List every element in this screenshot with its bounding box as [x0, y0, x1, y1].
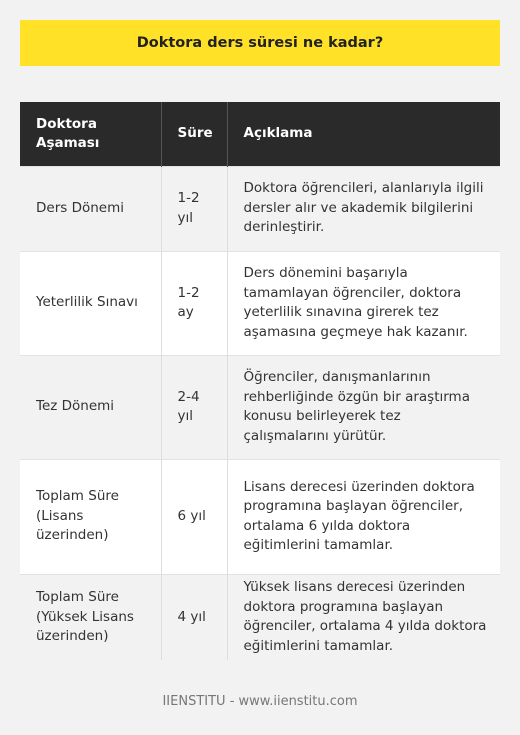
- column-header-phase: Doktora Aşaması: [20, 102, 161, 166]
- description-cell: Doktora öğrencileri, alanlarıyla ilgili dersler alır ve akademik bilgilerini derinleştirir.: [227, 166, 500, 251]
- description-cell: Lisans derecesi üzerinden doktora programına başlayan öğrenciler, ortalama 6 yılda doktora eğitimlerini tamamlar.: [227, 459, 500, 574]
- table-row: [20, 355, 500, 459]
- table-row: [20, 459, 500, 574]
- duration-cell: 2-4 yıl: [161, 355, 227, 459]
- phase-cell: Tez Dönemi: [20, 355, 161, 459]
- footer-credit: [0, 694, 520, 709]
- phase-cell: Ders Dönemi: [20, 166, 161, 251]
- table-row: [20, 574, 500, 660]
- footer-text: IIENSTITU - www.iienstitu.com: [162, 694, 358, 709]
- description-cell: Yüksek lisans derecesi üzerinden doktora programına başlayan öğrenciler, ortalama 4 yılda doktora eğitimlerini tamamlar.: [227, 574, 500, 660]
- page-title-text: Doktora ders süresi ne kadar?: [136, 35, 384, 51]
- phase-cell: Yeterlilik Sınavı: [20, 251, 161, 355]
- table-row: [20, 251, 500, 355]
- table-header-row: [20, 102, 500, 166]
- duration-cell: 6 yıl: [161, 459, 227, 574]
- column-header-description: Açıklama: [227, 102, 500, 166]
- phase-cell: Toplam Süre (Yüksek Lisans üzerinden): [20, 574, 161, 660]
- duration-cell: 1-2 ay: [161, 251, 227, 355]
- phase-cell: Toplam Süre (Lisans üzerinden): [20, 459, 161, 574]
- page-title: [20, 20, 500, 66]
- table-row: [20, 166, 500, 251]
- description-cell: Öğrenciler, danışmanlarının rehberliğinde özgün bir araştırma konusu belirleyerek tez çalışmalarını yürütür.: [227, 355, 500, 459]
- description-cell: Ders dönemini başarıyla tamamlayan öğrenciler, doktora yeterlilik sınavına girerek tez aşamasına geçmeye hak kazanır.: [227, 251, 500, 355]
- column-header-duration: Süre: [161, 102, 227, 166]
- duration-cell: 1-2 yıl: [161, 166, 227, 251]
- doctorate-phases-table: [20, 102, 500, 660]
- duration-cell: 4 yıl: [161, 574, 227, 660]
